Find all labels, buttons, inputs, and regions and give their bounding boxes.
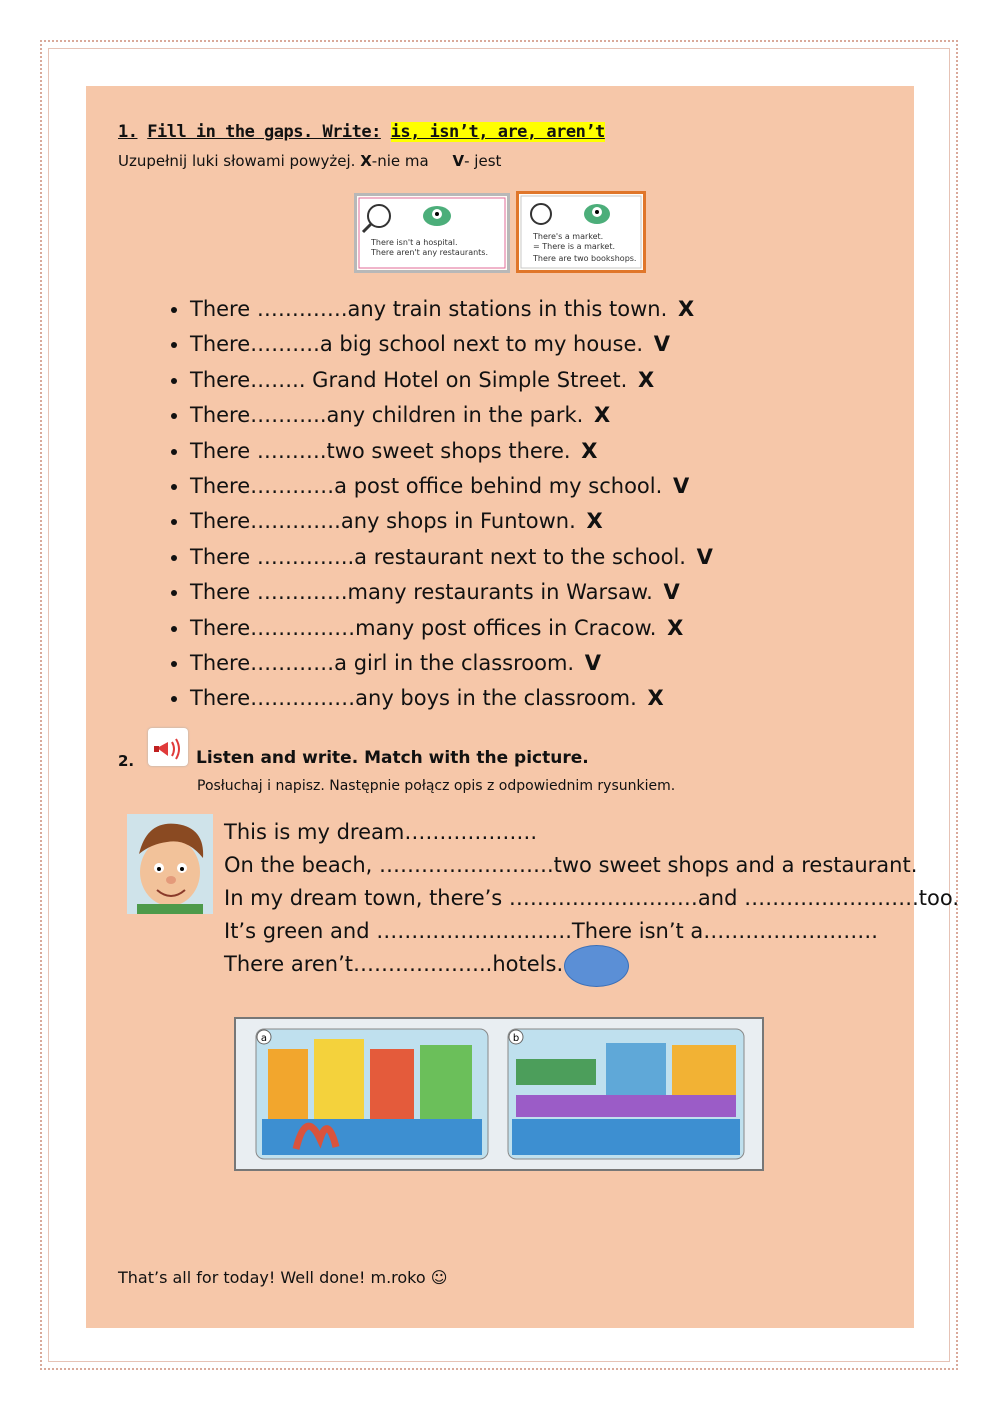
sentence-mark: X bbox=[667, 615, 684, 640]
list-item bbox=[190, 540, 713, 575]
sentence-mark: V bbox=[653, 332, 671, 357]
sentence-mark: V bbox=[672, 474, 690, 499]
exercise1-title bbox=[118, 122, 605, 142]
exercise1-instruction bbox=[118, 152, 501, 170]
boy-face-image bbox=[127, 814, 213, 914]
magnifier-chameleon-icon bbox=[357, 196, 507, 270]
town-pictures bbox=[234, 1017, 764, 1171]
picture-label-b: b bbox=[512, 1033, 520, 1044]
dream-line: On the beach, …………………….two sweet shops and a restaurant. bbox=[224, 853, 918, 877]
sentence-text: There……………any boys in the classroom. bbox=[190, 686, 637, 711]
list-item bbox=[190, 434, 713, 469]
dream-line: There aren’t………………..hotels. bbox=[224, 952, 564, 976]
sentence-text: There…….. Grand Hotel on Simple Street. bbox=[190, 367, 628, 392]
sentence-mark: X bbox=[586, 509, 603, 534]
exercise1-number: 1. bbox=[118, 122, 138, 142]
sentence-mark: X bbox=[594, 403, 611, 428]
speaker-audio-button[interactable] bbox=[148, 728, 188, 766]
megaphone-icon bbox=[148, 728, 188, 766]
exercise2-number: 2. bbox=[118, 752, 135, 770]
sentence-list bbox=[150, 292, 713, 717]
sentence-text: There……….a big school next to my house. bbox=[190, 332, 644, 357]
sentence-text: There ………….many restaurants in Warsaw. bbox=[190, 580, 653, 605]
rule-positive-2: = There is a market. bbox=[533, 242, 616, 251]
list-item bbox=[190, 504, 713, 539]
exercise2-title: Listen and write. Match with the picture. bbox=[196, 748, 589, 768]
rule-negative-1: There isn't a hospital. bbox=[371, 238, 458, 247]
list-item bbox=[190, 575, 713, 610]
x-label: X bbox=[360, 152, 372, 170]
dream-line: In my dream town, there’s ………………………and …………………….too. bbox=[224, 886, 960, 910]
list-item bbox=[190, 363, 713, 398]
list-item bbox=[190, 327, 713, 362]
sentence-text: There …………..a restaurant next to the school. bbox=[190, 544, 686, 569]
exercise1-words: is, isn’t, are, aren’t bbox=[390, 122, 605, 142]
rule-negative-2: There aren't any restaurants. bbox=[371, 248, 489, 257]
rule-positive-3: There are two bookshops. bbox=[533, 254, 637, 263]
sentence-mark: V bbox=[584, 651, 602, 676]
rule-positive-1: There's a market. bbox=[533, 232, 604, 241]
sentence-text: There………….any shops in Funtown. bbox=[190, 509, 576, 534]
footer-text: That’s all for today! Well done! m.roko ☺ bbox=[118, 1268, 448, 1287]
sentence-text: There………..any children in the park. bbox=[190, 403, 584, 428]
v-label: V bbox=[452, 152, 465, 170]
sentence-mark: V bbox=[663, 580, 680, 605]
list-item bbox=[190, 469, 713, 504]
instruction-text: Uzupełnij luki słowami powyżej. bbox=[118, 152, 356, 170]
exercise1-title-text: Fill in the gaps. Write: bbox=[147, 122, 381, 142]
boy-illustration bbox=[127, 814, 213, 914]
sentence-mark: X bbox=[677, 297, 695, 321]
dream-line: It’s green and ……………………….There isn’t a……………………. bbox=[224, 919, 878, 943]
sentence-text: There……………many post offices in Cracow. bbox=[190, 615, 657, 640]
v-meaning: - jest bbox=[464, 152, 502, 170]
picture-label-a: a bbox=[260, 1033, 268, 1044]
list-item bbox=[190, 646, 713, 681]
sentence-mark: V bbox=[696, 544, 713, 569]
answer-oval[interactable] bbox=[564, 945, 629, 987]
sentence-text: There…………a post office behind my school. bbox=[190, 474, 663, 499]
dream-line: This is my dream………………. bbox=[224, 820, 538, 844]
exercise2-subtitle: Posłuchaj i napisz. Następnie połącz opis z odpowiednim rysunkiem. bbox=[197, 778, 676, 794]
list-item bbox=[190, 611, 713, 646]
rule-box-negative bbox=[354, 193, 510, 273]
sentence-mark: X bbox=[581, 438, 598, 463]
list-item bbox=[190, 681, 713, 716]
sentence-text: There ……….two sweet shops there. bbox=[190, 438, 571, 463]
sentence-mark: X bbox=[637, 367, 655, 392]
town-illustration bbox=[236, 1019, 762, 1169]
sentence-text: There ………….any train stations in this town. bbox=[190, 297, 668, 321]
x-meaning: -nie ma bbox=[371, 152, 429, 170]
list-item bbox=[190, 292, 713, 327]
sentence-mark: X bbox=[647, 686, 664, 711]
rule-box-positive bbox=[516, 191, 646, 273]
sentence-text: There…………a girl in the classroom. bbox=[190, 651, 575, 676]
list-item bbox=[190, 398, 713, 433]
